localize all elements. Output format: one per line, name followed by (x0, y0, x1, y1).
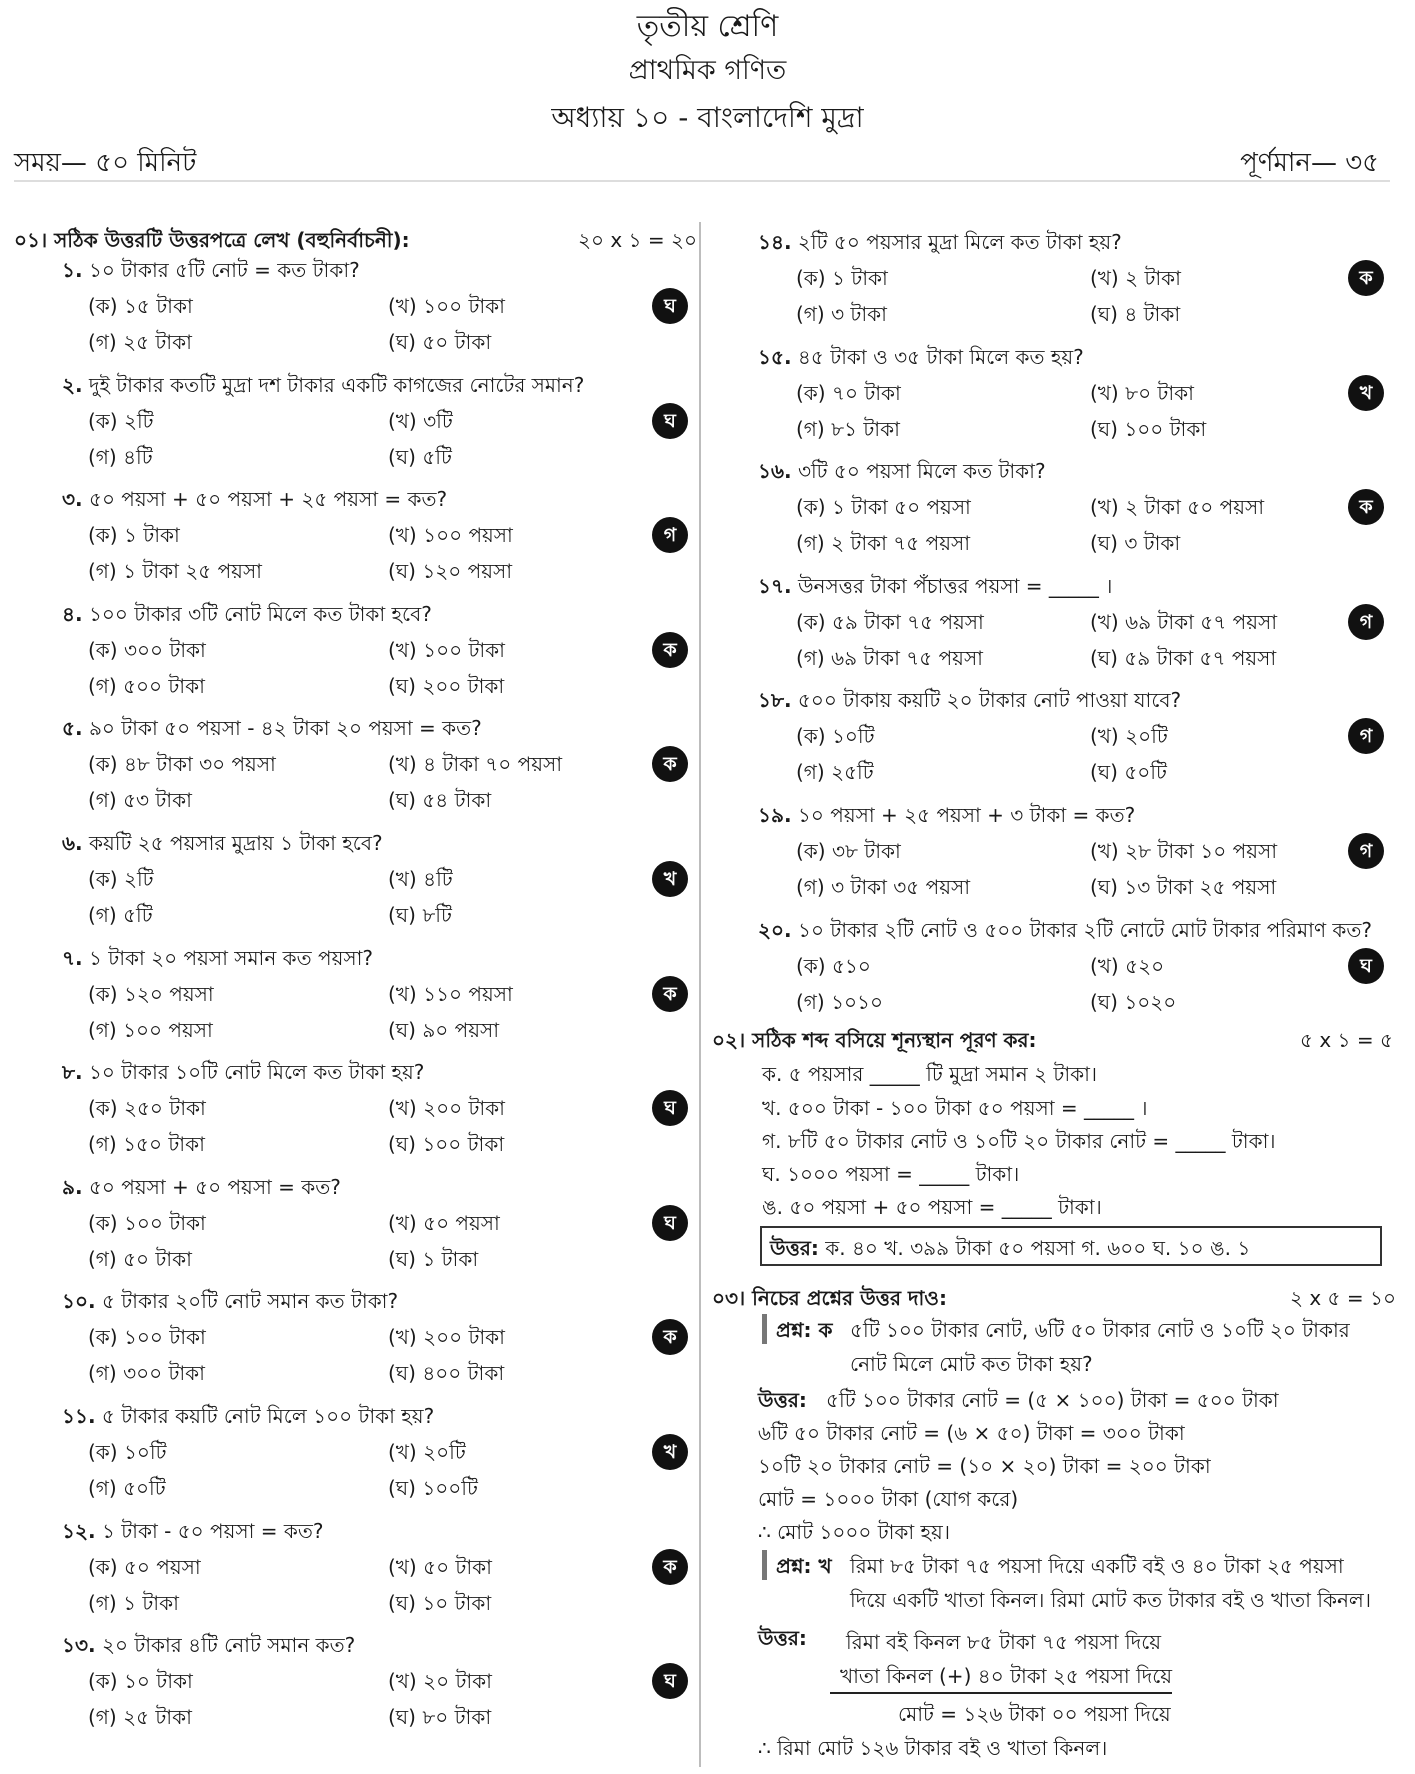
option-ga: (গ) ২ টাকা ৭৫ পয়সা (796, 531, 970, 555)
option-ka: (ক) ১ টাকা ৫০ পয়সা (796, 495, 971, 519)
answer-b-line: খাতা কিনল (+) ৪০ টাকা ২৫ পয়সা দিয়ে (840, 1664, 1173, 1688)
option-kha: (খ) ১০০ পয়সা (388, 523, 513, 547)
answer-badge: ক (1348, 260, 1384, 296)
option-gha: (ঘ) ৫৪ টাকা (388, 788, 492, 812)
option-kha: (খ) ২ টাকা ৫০ পয়সা (1090, 495, 1265, 519)
subject-title: প্রাথমিক গণিত (628, 55, 787, 86)
option-ga: (গ) ২৫ টাকা (88, 1705, 192, 1729)
mcq-question (62, 1517, 324, 1550)
option-kha: (খ) ১০০ টাকা (388, 638, 505, 662)
question-text: ১০ টাকার ২টি নোট ও ৫০০ টাকার ২টি নোটে মোট টাকার পরিমাণ কত? (797, 918, 1373, 942)
option-ka: (ক) ১২০ পয়সা (88, 982, 214, 1006)
option-gha: (ঘ) ১০০ টাকা (388, 1132, 505, 1156)
section3-title: ০৩। নিচের প্রশ্নের উত্তর দাও: (712, 1286, 947, 1310)
option-ga: (গ) ৬৯ টাকা ৭৫ পয়সা (796, 646, 983, 670)
question-number: ১৭. (758, 574, 792, 598)
option-ka: (ক) ২৫০ টাকা (88, 1096, 206, 1120)
option-gha: (ঘ) ১০০টি (388, 1476, 478, 1500)
option-ka: (ক) ২টি (88, 409, 154, 433)
answer-badge: ক (652, 1319, 688, 1355)
option-gha: (ঘ) ৫৯ টাকা ৫৭ পয়সা (1090, 646, 1277, 670)
question-text: ৪৫ টাকা ও ৩৫ টাকা মিলে কত হয়? (797, 345, 1084, 369)
question-text: ৫০০ টাকায় কয়টি ২০ টাকার নোট পাওয়া যাবে? (797, 688, 1182, 712)
question-number: ১৩. (62, 1633, 96, 1657)
section3-marks: ২ x ৫ = ১০ (1290, 1286, 1396, 1310)
mcq-question (62, 944, 373, 977)
question-number: ১৮. (758, 688, 792, 712)
question-number: ২০. (758, 918, 792, 942)
option-kha: (খ) ৬৯ টাকা ৫৭ পয়সা (1090, 610, 1277, 634)
mcq-question (62, 371, 584, 404)
question-text: ৫ টাকার ২০টি নোট সমান কত টাকা? (101, 1289, 399, 1313)
fill-item: গ. ৮টি ৫০ টাকার নোট ও ১০টি ২০ টাকার নোট = _____ টাকা। (762, 1129, 1276, 1153)
question-text: ১০ পয়সা + ২৫ পয়সা + ৩ টাকা = কত? (797, 803, 1136, 827)
option-gha: (ঘ) ১৩ টাকা ২৫ পয়সা (1090, 875, 1277, 899)
question-text: ১০ টাকার ১০টি নোট মিলে কত টাকা হয়? (88, 1060, 425, 1084)
answer-b-label: উত্তর: (758, 1626, 807, 1650)
answer-a-line: ৫টি ১০০ টাকার নোট = (৫ × ১০০) টাকা = ৫০০ টাকা (826, 1388, 1279, 1412)
exam-time: সময়— ৫০ মিনিট (14, 148, 197, 178)
question-text: ৩টি ৫০ পয়সা মিলে কত টাকা? (797, 459, 1046, 483)
fill-item: খ. ৫০০ টাকা - ১০০ টাকা ৫০ পয়সা = _____ । (762, 1096, 1148, 1120)
mcq-question (62, 256, 360, 289)
question-number: ১১. (62, 1404, 96, 1428)
answer-badge: ক (652, 1549, 688, 1585)
option-ga: (গ) ৫০ টাকা (88, 1247, 192, 1271)
answer-b-total: মোট = ১২৬ টাকা ০০ পয়সা দিয়ে (898, 1702, 1171, 1726)
question-text: দুই টাকার কতটি মুদ্রা দশ টাকার একটি কাগজের নোটের সমান? (88, 373, 585, 397)
option-ga: (গ) ২৫ টাকা (88, 330, 192, 354)
question-text: ১০০ টাকার ৩টি নোট মিলে কত টাকা হবে? (88, 602, 432, 626)
question-text: ১ টাকা ২০ পয়সা সমান কত পয়সা? (88, 946, 373, 970)
option-kha: (খ) ২০টি (1090, 724, 1168, 748)
option-kha: (খ) ৫২০ (1090, 954, 1165, 978)
answer-a-line: মোট = ১০০০ টাকা (যোগ করে) (758, 1487, 1019, 1511)
question-number: ৭. (62, 946, 83, 970)
answer-badge: ঘ (652, 1205, 688, 1241)
option-gha: (ঘ) ১০২০ (1090, 990, 1177, 1014)
option-ga: (গ) ১০১০ (796, 990, 884, 1014)
option-ka: (ক) ১০ টাকা (88, 1669, 193, 1693)
question-text: কয়টি ২৫ পয়সার মুদ্রায় ১ টাকা হবে? (88, 831, 383, 855)
question-text: ২০ টাকার ৪টি নোট সমান কত? (101, 1633, 356, 1657)
option-gha: (ঘ) ৩ টাকা (1090, 531, 1181, 555)
question-text: উনসত্তর টাকা পঁচাত্তর পয়সা = _____ । (797, 574, 1113, 598)
option-ka: (ক) ১০০ টাকা (88, 1325, 206, 1349)
answer-badge: গ (1348, 833, 1384, 869)
option-ga: (গ) ৫০০ টাকা (88, 674, 205, 698)
option-kha: (খ) ২৮ টাকা ১০ পয়সা (1090, 839, 1277, 863)
answer-badge: খ (652, 1434, 688, 1470)
question-a-line1: ৫টি ১০০ টাকার নোট, ৬টি ৫০ টাকার নোট ও ১০টি ২০ টাকার (850, 1318, 1350, 1342)
option-ga: (গ) ৩ টাকা ৩৫ পয়সা (796, 875, 970, 899)
answer-badge: ঘ (652, 288, 688, 324)
sum-underline (830, 1692, 1172, 1694)
answer-b-conclusion: ∴ রিমা মোট ১২৬ টাকার বই ও খাতা কিনল। (758, 1736, 1108, 1760)
answer-badge: খ (1348, 375, 1384, 411)
question-number: ১৯. (758, 803, 792, 827)
header-divider (14, 180, 1390, 182)
option-gha: (ঘ) ১০ টাকা (388, 1591, 492, 1615)
option-ga: (গ) ৩ টাকা (796, 302, 887, 326)
question-number: ৪. (62, 602, 83, 626)
question-a-label: প্রশ্ন: ক (776, 1318, 833, 1342)
option-kha: (খ) ৩টি (388, 409, 453, 433)
option-gha: (ঘ) ৮টি (388, 903, 452, 927)
option-gha: (ঘ) ৫০টি (1090, 760, 1167, 784)
option-ga: (গ) ৫০টি (88, 1476, 166, 1500)
question-b-label: প্রশ্ন: খ (776, 1554, 832, 1578)
option-ga: (গ) ৫টি (88, 903, 153, 927)
question-text: ৫ টাকার কয়টি নোট মিলে ১০০ টাকা হয়? (101, 1404, 435, 1428)
option-kha: (খ) ৪ টাকা ৭০ পয়সা (388, 752, 563, 776)
question-text: ১০ টাকার ৫টি নোট = কত টাকা? (88, 258, 360, 282)
question-number: ১২. (62, 1519, 96, 1543)
option-ka: (ক) ৫১০ (796, 954, 871, 978)
answer-badge: গ (1348, 718, 1384, 754)
option-ga: (গ) ১৫০ টাকা (88, 1132, 205, 1156)
option-gha: (ঘ) ৫টি (388, 445, 452, 469)
option-gha: (ঘ) ৪ টাকা (1090, 302, 1181, 326)
option-gha: (ঘ) ৪০০ টাকা (388, 1361, 505, 1385)
option-kha: (খ) ৮০ টাকা (1090, 381, 1194, 405)
question-number: ২. (62, 373, 83, 397)
answer-badge: গ (652, 517, 688, 553)
mcq-question (758, 343, 1084, 376)
answer-badge: ঘ (1348, 948, 1384, 984)
option-ka: (ক) ১০টি (796, 724, 875, 748)
option-kha: (খ) ১১০ পয়সা (388, 982, 513, 1006)
option-kha: (খ) ২০০ টাকা (388, 1096, 505, 1120)
answer-badge: ঘ (652, 403, 688, 439)
question-number: ১৬. (758, 459, 792, 483)
mcq-question (62, 485, 447, 518)
option-kha: (খ) ৪টি (388, 867, 453, 891)
mcq-question (62, 1173, 341, 1206)
section1-marks: ২০ x ১ = ২০ (578, 228, 698, 252)
option-ka: (ক) ১০টি (88, 1440, 167, 1464)
answer-badge: ক (652, 632, 688, 668)
option-ka: (ক) ৪৮ টাকা ৩০ পয়সা (88, 752, 276, 776)
question-a-line2: নোট মিলে মোট কত টাকা হয়? (850, 1352, 1093, 1376)
question-number: ৬. (62, 831, 83, 855)
option-gha: (ঘ) ১০০ টাকা (1090, 417, 1207, 441)
section2-title: ০২। সঠিক শব্দ বসিয়ে শূন্যস্থান পূরণ কর: (712, 1028, 1037, 1052)
answer-label: উত্তর: (770, 1236, 819, 1260)
fill-item: ক. ৫ পয়সার _____ টি মুদ্রা সমান ২ টাকা। (762, 1062, 1098, 1086)
answer-badge: ঘ (652, 1090, 688, 1126)
option-ga: (গ) ৫৩ টাকা (88, 788, 192, 812)
option-ka: (ক) ৫৯ টাকা ৭৫ পয়সা (796, 610, 984, 634)
answer-badge: ঘ (652, 1663, 688, 1699)
option-ka: (ক) ৩০০ টাকা (88, 638, 206, 662)
answer-a-line: ১০টি ২০ টাকার নোট = (১০ × ২০) টাকা = ২০০ টাকা (758, 1454, 1211, 1478)
option-ka: (ক) ২টি (88, 867, 154, 891)
option-gha: (ঘ) ১২০ পয়সা (388, 559, 513, 583)
option-ga: (গ) ২৫টি (796, 760, 874, 784)
option-gha: (ঘ) ৫০ টাকা (388, 330, 492, 354)
option-gha: (ঘ) ৯০ পয়সা (388, 1018, 500, 1042)
mcq-question (62, 829, 383, 862)
mcq-question (758, 572, 1112, 605)
option-ka: (ক) ১ টাকা (796, 266, 888, 290)
section2-answer-box (760, 1226, 1382, 1266)
column-divider (699, 222, 701, 1767)
option-kha: (খ) ৫০ পয়সা (388, 1211, 500, 1235)
section2-marks: ৫ x ১ = ৫ (1300, 1028, 1393, 1052)
answer-badge: গ (1348, 604, 1384, 640)
option-kha: (খ) ১০০ টাকা (388, 294, 505, 318)
full-marks: পূর্ণমান— ৩৫ (1240, 148, 1379, 178)
question-number: ১৫. (758, 345, 792, 369)
chapter-title: অধ্যায় ১০ - বাংলাদেশি মুদ্রা (551, 101, 864, 134)
mcq-question (758, 457, 1046, 490)
mcq-question (758, 228, 1122, 261)
mcq-question (62, 1631, 355, 1664)
question-number: ১০. (62, 1289, 96, 1313)
answer-badge: ক (652, 976, 688, 1012)
answer-badge: ক (1348, 489, 1384, 525)
mcq-question (758, 801, 1135, 834)
mcq-question (62, 1058, 424, 1091)
mcq-question (62, 1287, 398, 1320)
mcq-question (758, 916, 1372, 949)
option-ka: (ক) ১৫ টাকা (88, 294, 193, 318)
option-ga: (গ) ৮১ টাকা (796, 417, 900, 441)
question-number: ১. (62, 258, 83, 282)
mcq-question (758, 686, 1181, 719)
question-b-line2: দিয়ে একটি খাতা কিনল। রিমা মোট কত টাকার বই ও খাতা কিনল। (850, 1588, 1371, 1612)
question-text: ৯০ টাকা ৫০ পয়সা - ৪২ টাকা ২০ পয়সা = কত? (88, 716, 482, 740)
question-marker-bar (762, 1314, 767, 1344)
option-ka: (ক) ১ টাকা (88, 523, 180, 547)
question-number: ৮. (62, 1060, 83, 1084)
question-text: ৫০ পয়সা + ৫০ পয়সা = কত? (88, 1175, 341, 1199)
fill-item: ঙ. ৫০ পয়সা + ৫০ পয়সা = _____ টাকা। (762, 1195, 1102, 1219)
mcq-question (62, 600, 432, 633)
option-ga: (গ) ৩০০ টাকা (88, 1361, 205, 1385)
option-gha: (ঘ) ১ টাকা (388, 1247, 479, 1271)
mcq-question (62, 1402, 434, 1435)
question-marker-bar (762, 1550, 767, 1580)
answer-badge: খ (652, 861, 688, 897)
question-text: ৫০ পয়সা + ৫০ পয়সা + ২৫ পয়সা = কত? (88, 487, 448, 511)
option-kha: (খ) ২ টাকা (1090, 266, 1181, 290)
answer-a-label: উত্তর: (758, 1388, 807, 1412)
section1-title: ০১। সঠিক উত্তরটি উত্তরপত্রে লেখ (বহুনির্বাচনী): (14, 228, 410, 252)
mcq-question (62, 714, 482, 747)
option-kha: (খ) ৫০ টাকা (388, 1555, 492, 1579)
option-ka: (ক) ৭০ টাকা (796, 381, 901, 405)
fill-item: ঘ. ১০০০ পয়সা = _____ টাকা। (762, 1162, 1020, 1186)
question-text: ১ টাকা - ৫০ পয়সা = কত? (101, 1519, 324, 1543)
option-ga: (গ) ৪টি (88, 445, 153, 469)
class-title: তৃতীয় শ্রেণি (636, 9, 779, 44)
option-kha: (খ) ২০ টাকা (388, 1669, 492, 1693)
answer-a-line: ৬টি ৫০ টাকার নোট = (৬ × ৫০) টাকা = ৩০০ টাকা (758, 1421, 1185, 1445)
answer-badge: ক (652, 746, 688, 782)
option-ka: (ক) ১০০ টাকা (88, 1211, 206, 1235)
option-ga: (গ) ১ টাকা ২৫ পয়সা (88, 559, 262, 583)
option-gha: (ঘ) ৮০ টাকা (388, 1705, 492, 1729)
option-ka: (ক) ৩৮ টাকা (796, 839, 901, 863)
option-ga: (গ) ১ টাকা (88, 1591, 179, 1615)
option-kha: (খ) ২০০ টাকা (388, 1325, 505, 1349)
question-number: ৫. (62, 716, 83, 740)
option-ka: (ক) ৫০ পয়সা (88, 1555, 201, 1579)
question-b-line1: রিমা ৮৫ টাকা ৭৫ পয়সা দিয়ে একটি বই ও ৪০ টাকা ২৫ পয়সা (850, 1554, 1344, 1578)
answer-a-conclusion: ∴ মোট ১০০০ টাকা হয়। (758, 1520, 950, 1544)
question-number: ৩. (62, 487, 83, 511)
question-number: ৯. (62, 1175, 83, 1199)
answer-b-line: রিমা বই কিনল ৮৫ টাকা ৭৫ পয়সা দিয়ে (846, 1630, 1162, 1654)
answer-text: ক. ৪০ খ. ৩৯৯ টাকা ৫০ পয়সা গ. ৬০০ ঘ. ১০ ঙ. ১ (825, 1236, 1251, 1260)
option-kha: (খ) ২০টি (388, 1440, 466, 1464)
question-number: ১৪. (758, 230, 792, 254)
question-text: ২টি ৫০ পয়সার মুদ্রা মিলে কত টাকা হয়? (797, 230, 1122, 254)
option-gha: (ঘ) ২০০ টাকা (388, 674, 505, 698)
option-ga: (গ) ১০০ পয়সা (88, 1018, 213, 1042)
